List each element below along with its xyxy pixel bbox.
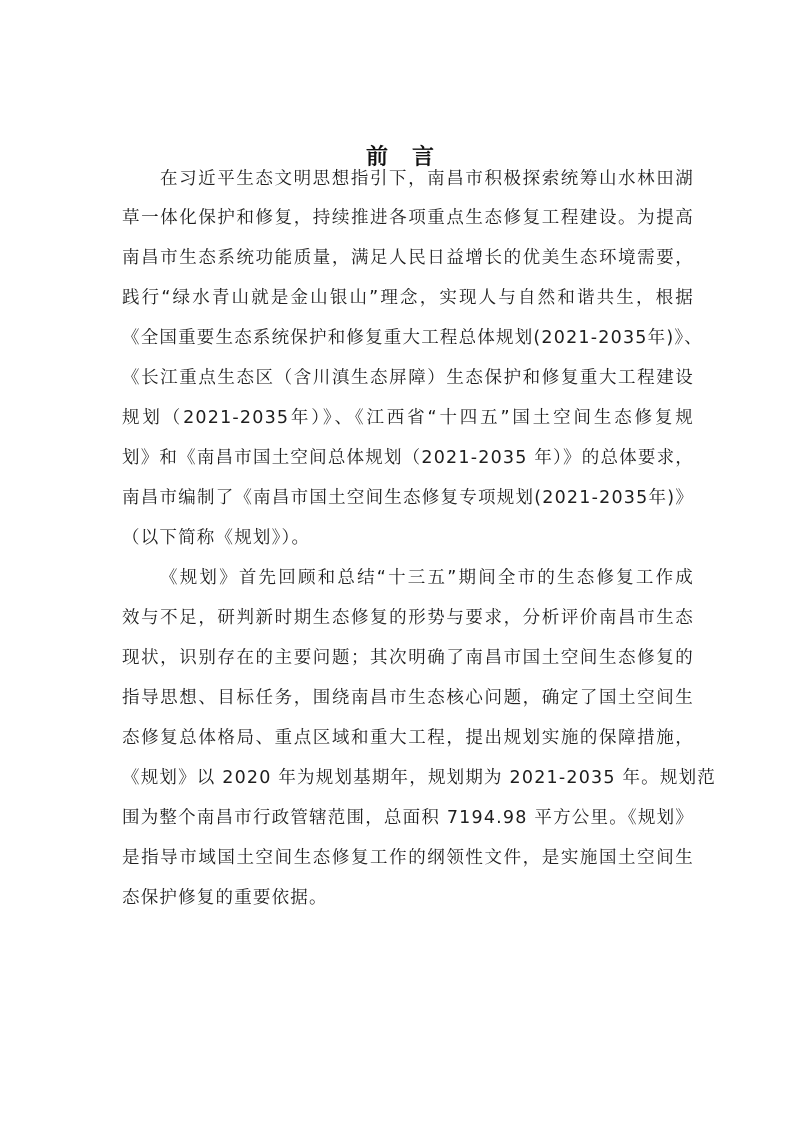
text-line: 态修复总体格局、重点区域和重大工程，提出规划实施的保障措施， xyxy=(122,728,694,748)
text-line: （以下简称《规划》）。 xyxy=(122,528,311,548)
page-title: 前言 xyxy=(365,145,458,170)
text-line: 践行“绿水青山就是金山银山”理念，实现人与自然和谐共生，根据 xyxy=(122,288,694,308)
text-line: 态保护修复的重要依据。 xyxy=(122,888,328,908)
text-line: 南昌市编制了《南昌市国土空间生态修复专项规划(2021-2035年)》 xyxy=(122,488,694,508)
text-line: 在习近平生态文明思想指引下，南昌市积极探索统筹山水林田湖 xyxy=(160,169,694,189)
text-line: 《全国重要生态系统保护和修复重大工程总体规划(2021-2035年)》、 xyxy=(122,328,703,348)
text-line: 《规划》以 2020 年为规划基期年，规划期为 2021-2035 年。规划范 xyxy=(122,768,716,788)
text-line: 现状，识别存在的主要问题；其次明确了南昌市国土空间生态修复的 xyxy=(122,648,694,668)
text-line: 划》和《南昌市国土空间总体规划（2021-2035 年）》的总体要求， xyxy=(122,448,694,468)
text-line: 南昌市生态系统功能质量，满足人民日益增长的优美生态环境需要， xyxy=(122,248,694,268)
text-line: 《长江重点生态区（含川滇生态屏障）生态保护和修复重大工程建设 xyxy=(122,368,694,388)
text-line: 规划（2021-2035年）》、《江西省“十四五”国土空间生态修复规 xyxy=(122,408,694,428)
text-line: 《规划》首先回顾和总结“十三五”期间全市的生态修复工作成 xyxy=(160,568,694,588)
text-line: 指导思想、目标任务，围绕南昌市生态核心问题，确定了国土空间生 xyxy=(122,688,694,708)
text-line: 是指导市域国土空间生态修复工作的纲领性文件，是实施国土空间生 xyxy=(122,848,694,868)
text-line: 效与不足，研判新时期生态修复的形势与要求，分析评价南昌市生态 xyxy=(122,608,694,628)
text-line: 围为整个南昌市行政管辖范围，总面积 7194.98 平方公里。《规划》 xyxy=(122,808,694,828)
text-line: 草一体化保护和修复，持续推进各项重点生态修复工程建设。为提高 xyxy=(122,208,694,228)
